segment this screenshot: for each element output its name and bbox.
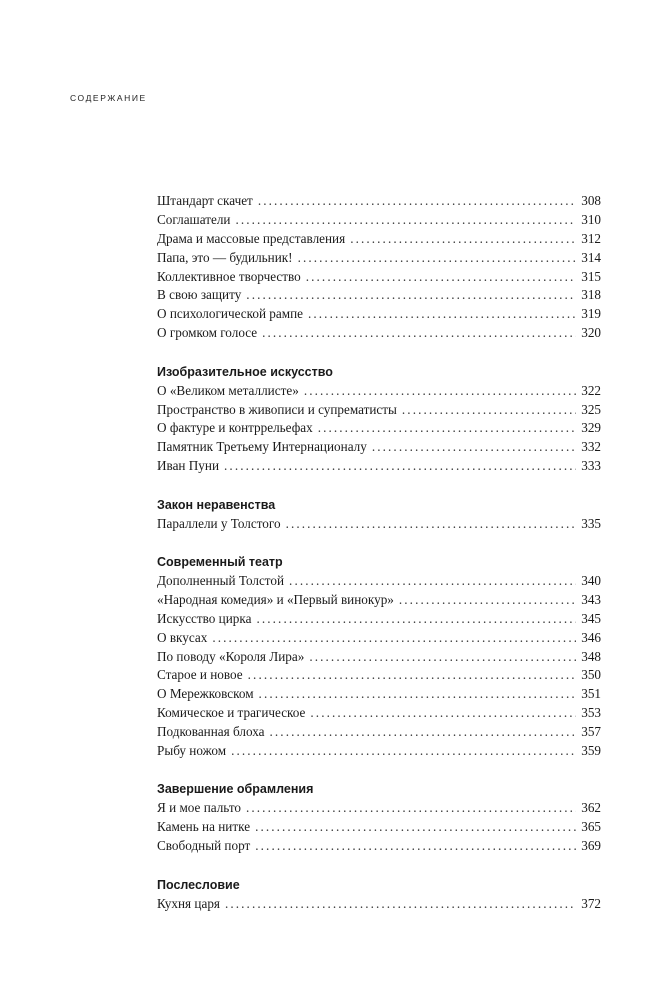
toc-section [157, 496, 601, 534]
table-of-contents [157, 192, 601, 933]
dot-leader [224, 457, 576, 476]
page-number: 365 [581, 819, 601, 835]
entry-title: О фактуре и контррельефах [157, 420, 313, 436]
page-number: 353 [581, 705, 601, 721]
toc-entry[interactable] [157, 837, 601, 856]
toc-entry[interactable] [157, 192, 601, 211]
toc-entry[interactable] [157, 648, 601, 667]
dot-leader [309, 648, 576, 667]
toc-entry[interactable] [157, 723, 601, 742]
toc-entry[interactable] [157, 457, 601, 476]
dot-leader [231, 742, 576, 761]
entry-title: Соглашатели [157, 211, 231, 227]
entry-title: Старое и новое [157, 667, 243, 683]
dot-leader [246, 286, 576, 305]
dot-leader [255, 837, 576, 856]
entry-title: Штандарт скачет [157, 193, 253, 208]
entry-title: Пространство в живописи и супрематисты [157, 401, 397, 417]
dot-leader [289, 572, 576, 591]
toc-entry[interactable] [157, 211, 601, 230]
dot-leader [286, 515, 577, 534]
page-number: 346 [581, 629, 601, 645]
entry-title: О вкусах [157, 629, 208, 645]
page-number: 351 [581, 686, 601, 702]
dot-leader [399, 591, 576, 610]
page-number: 312 [581, 230, 601, 246]
toc-entry[interactable] [157, 286, 601, 305]
page-number: 345 [581, 610, 601, 626]
running-head: СОДЕРЖАНИЕ [70, 93, 147, 103]
entry-title: Драма и массовые представления [157, 230, 346, 246]
page-number: 357 [581, 724, 601, 740]
toc-section [157, 192, 601, 343]
entry-title: Параллели у Толстого [157, 515, 281, 531]
page-number: 333 [581, 458, 601, 474]
entry-title: О психологической рампе [157, 306, 303, 322]
entry-title: Камень на нитке [157, 819, 251, 835]
page-number: 308 [581, 193, 601, 208]
dot-leader [306, 268, 576, 287]
entry-title: Подкованная блоха [157, 724, 265, 740]
entry-title: О Мережковском [157, 686, 254, 702]
dot-leader [262, 324, 576, 343]
page-number: 310 [581, 211, 601, 227]
entry-title: Папа, это — будильник! [157, 249, 293, 265]
toc-entry[interactable] [157, 438, 601, 457]
toc-entry[interactable] [157, 515, 601, 534]
dot-leader [258, 192, 576, 211]
entry-title: Коллективное творчество [157, 268, 301, 284]
toc-entry[interactable] [157, 572, 601, 591]
dot-leader [270, 723, 577, 742]
dot-leader [298, 249, 577, 268]
page-number: 332 [581, 439, 601, 455]
toc-entry[interactable] [157, 704, 601, 723]
section-heading: Послесловие [157, 877, 240, 892]
dot-leader [212, 629, 576, 648]
entry-title: «Народная комедия» и «Первый винокур» [157, 591, 394, 607]
toc-entry[interactable] [157, 666, 601, 685]
entry-title: О «Великом металлисте» [157, 382, 299, 398]
entry-title: В свою защиту [157, 287, 242, 303]
toc-entry[interactable] [157, 268, 601, 287]
dot-leader [255, 818, 576, 837]
page-number: 315 [581, 268, 601, 284]
dot-leader [235, 211, 576, 230]
toc-entry[interactable] [157, 742, 601, 761]
entry-title: О громком голосе [157, 325, 258, 341]
toc-section [157, 363, 601, 476]
dot-leader [246, 799, 576, 818]
entry-title: Свободный порт [157, 838, 251, 854]
toc-section [157, 876, 601, 914]
toc-entry[interactable] [157, 401, 601, 420]
section-heading: Современный театр [157, 554, 283, 569]
dot-leader [350, 230, 576, 249]
entry-title: Кухня царя [157, 895, 220, 911]
page-number: 369 [581, 838, 601, 854]
page-number: 314 [581, 249, 601, 265]
page-number: 319 [581, 306, 601, 322]
toc-entry[interactable] [157, 685, 601, 704]
entry-title: Дополненный Толстой [157, 572, 285, 588]
toc-section [157, 553, 601, 761]
toc-entry[interactable] [157, 249, 601, 268]
dot-leader [259, 685, 577, 704]
toc-entry[interactable] [157, 382, 601, 401]
entry-title: Памятник Третьему Интернационалу [157, 439, 367, 455]
page-number: 343 [581, 591, 601, 607]
section-heading: Закон неравенства [157, 497, 276, 512]
dot-leader [402, 401, 576, 420]
dot-leader [248, 666, 577, 685]
dot-leader [256, 610, 576, 629]
dot-leader [225, 895, 576, 914]
toc-entry[interactable] [157, 324, 601, 343]
page-number: 362 [581, 800, 601, 816]
toc-section [157, 780, 601, 856]
toc-entry[interactable] [157, 610, 601, 629]
entry-title: Иван Пуни [157, 458, 220, 474]
page-number: 318 [581, 287, 601, 303]
page-number: 348 [581, 648, 601, 664]
page-number: 359 [581, 742, 601, 758]
entry-title: Искусство цирка [157, 610, 252, 626]
toc-entry[interactable] [157, 305, 601, 324]
page-number: 372 [581, 895, 601, 911]
entry-title: Комическое и трагическое [157, 705, 306, 721]
toc-entry[interactable] [157, 419, 601, 438]
dot-leader [310, 704, 576, 723]
page-number: 325 [581, 401, 601, 417]
toc-entry[interactable] [157, 818, 601, 837]
section-heading: Завершение обрамления [157, 782, 314, 797]
toc-entry[interactable] [157, 230, 601, 249]
page-number: 329 [581, 420, 601, 436]
dot-leader [304, 382, 576, 401]
page-number: 322 [581, 382, 601, 398]
dot-leader [318, 419, 577, 438]
toc-entry[interactable] [157, 895, 601, 914]
dot-leader [372, 438, 576, 457]
page-number: 335 [581, 515, 601, 531]
page-number: 350 [581, 667, 601, 683]
toc-entry[interactable] [157, 629, 601, 648]
entry-title: По поводу «Короля Лира» [157, 648, 305, 664]
page-number: 320 [581, 325, 601, 341]
toc-entry[interactable] [157, 799, 601, 818]
section-heading: Изобразительное искусство [157, 364, 333, 379]
dot-leader [308, 305, 576, 324]
toc-entry[interactable] [157, 591, 601, 610]
entry-title: Рыбу ножом [157, 742, 227, 758]
entry-title: Я и мое пальто [157, 800, 241, 816]
page-number: 340 [581, 572, 601, 588]
